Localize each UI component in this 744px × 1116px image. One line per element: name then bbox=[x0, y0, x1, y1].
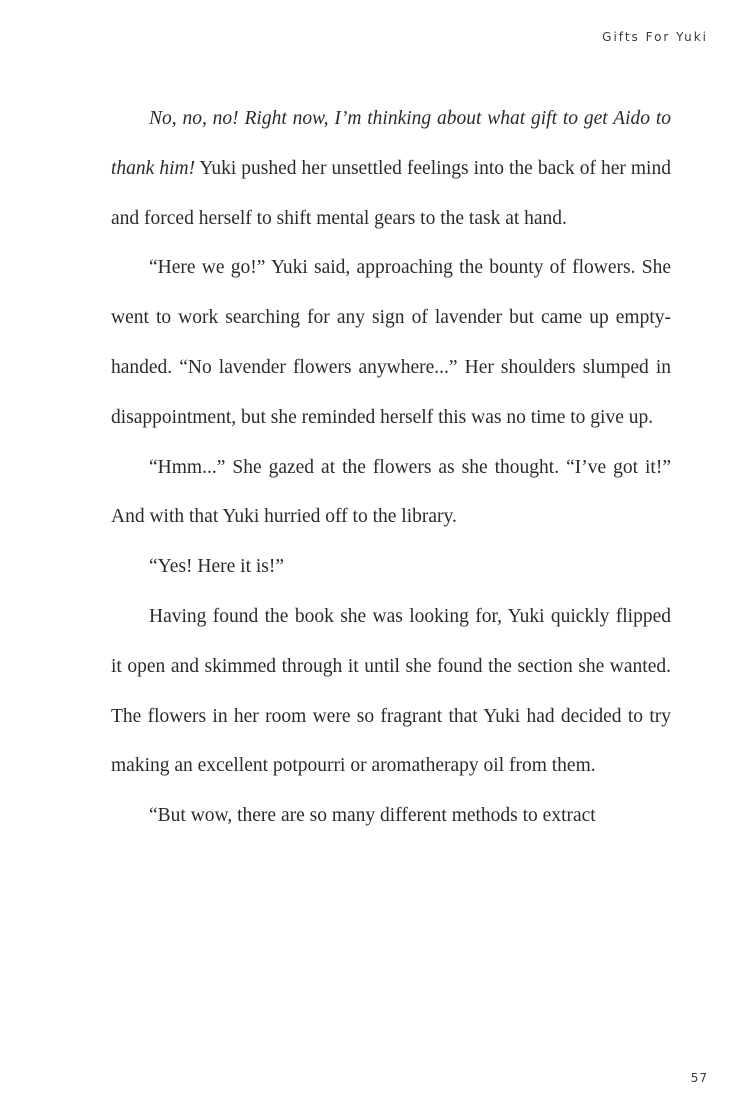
paragraph: “But wow, there are so many different methods to extract bbox=[149, 805, 596, 827]
page-body-text bbox=[111, 94, 671, 841]
paragraph-text: Yuki pushed her unsettled feelings into the back of her mind and forced herself to shift mental gears to the task at hand. bbox=[111, 157, 671, 229]
paragraph: “Here we go!” Yuki said, approaching the bounty of flowers. She went to work searching for any sign of lavender but came up empty-handed. “No lavender flowers anywhere...” Her shoulders slumped in disappointment, but she reminded herself this was no time to give up. bbox=[111, 257, 671, 428]
italic-thought: No, no, no! Right now, I’m thinking about what gift to get Aido to thank him! bbox=[111, 108, 671, 179]
paragraph: “Hmm...” She gazed at the flowers as she thought. “I’ve got it!” And with that Yuki hurried off to the library. bbox=[111, 456, 671, 528]
paragraph: “Yes! Here it is!” bbox=[149, 556, 285, 578]
page-number: 57 bbox=[690, 1071, 708, 1085]
paragraph: Having found the book she was looking for, Yuki quickly flipped it open and skimmed through it until she found the section she wanted. The flowers in her room were so fragrant that Yuki had decided to try making an excellent potpourri or aromatherapy oil from them. bbox=[111, 605, 671, 777]
running-header: Gifts For Yuki bbox=[602, 30, 708, 44]
paragraph bbox=[111, 94, 671, 243]
